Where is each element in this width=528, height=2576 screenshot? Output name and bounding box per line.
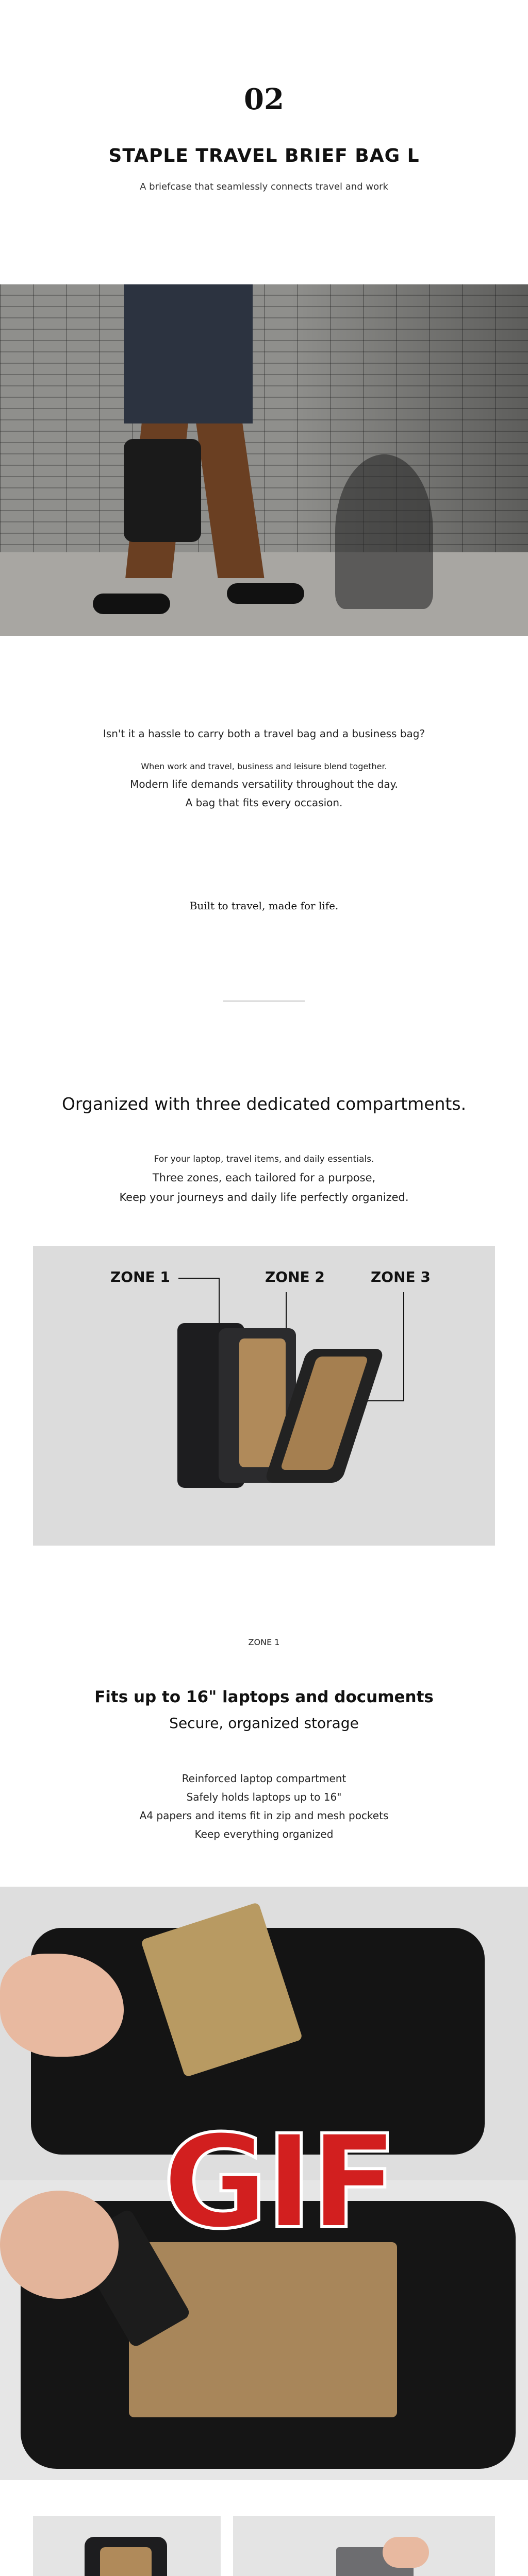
zone-1-label: ZONE 1 xyxy=(110,1268,170,1285)
intro-line-3: Modern life demands versatility throughout the day. xyxy=(130,778,398,790)
zone-2-label: ZONE 2 xyxy=(265,1268,325,1285)
zone-1-feature-3: A4 papers and items fit in zip and mesh pockets xyxy=(139,1809,389,1822)
product-title: STAPLE TRAVEL BRIEF BAG L xyxy=(108,145,420,166)
intro-question: Isn't it a hassle to carry both a travel bag and a business bag? xyxy=(103,727,425,740)
intro-line-2: When work and travel, business and leisure blend together. xyxy=(141,761,387,771)
zone-diagram xyxy=(33,1246,495,1546)
zone-1-feature-2: Safely holds laptops up to 16" xyxy=(186,1791,342,1803)
compartments-line-2: Three zones, each tailored for a purpose, xyxy=(152,1172,376,1184)
zone-1-title: Fits up to 16" laptops and documents xyxy=(94,1688,434,1706)
section-number: 02 xyxy=(244,82,284,116)
tile-bag-open-top xyxy=(33,2516,221,2576)
section-divider xyxy=(223,1001,305,1002)
zone-1-eyebrow: ZONE 1 xyxy=(248,1637,280,1647)
intro-line-4: A bag that fits every occasion. xyxy=(185,796,343,809)
tagline: Built to travel, made for life. xyxy=(189,900,339,912)
zone-3-label: ZONE 3 xyxy=(371,1268,431,1285)
product-subtitle: A briefcase that seamlessly connects travel and work xyxy=(140,181,388,192)
zone-1-subtitle: Secure, organized storage xyxy=(169,1715,359,1732)
tile-laptop-insert xyxy=(233,2516,495,2576)
hero-photo xyxy=(0,284,528,636)
compartments-line-1: For your laptop, travel items, and daily essentials. xyxy=(154,1154,374,1164)
compartments-heading: Organized with three dedicated compartments. xyxy=(61,1094,467,1114)
compartments-line-3: Keep your journeys and daily life perfectly organized. xyxy=(119,1191,409,1204)
zone-1-feature-4: Keep everything organized xyxy=(194,1828,334,1840)
zone-1-feature-1: Reinforced laptop compartment xyxy=(182,1772,346,1785)
gif-badge: GIF xyxy=(162,2107,395,2257)
